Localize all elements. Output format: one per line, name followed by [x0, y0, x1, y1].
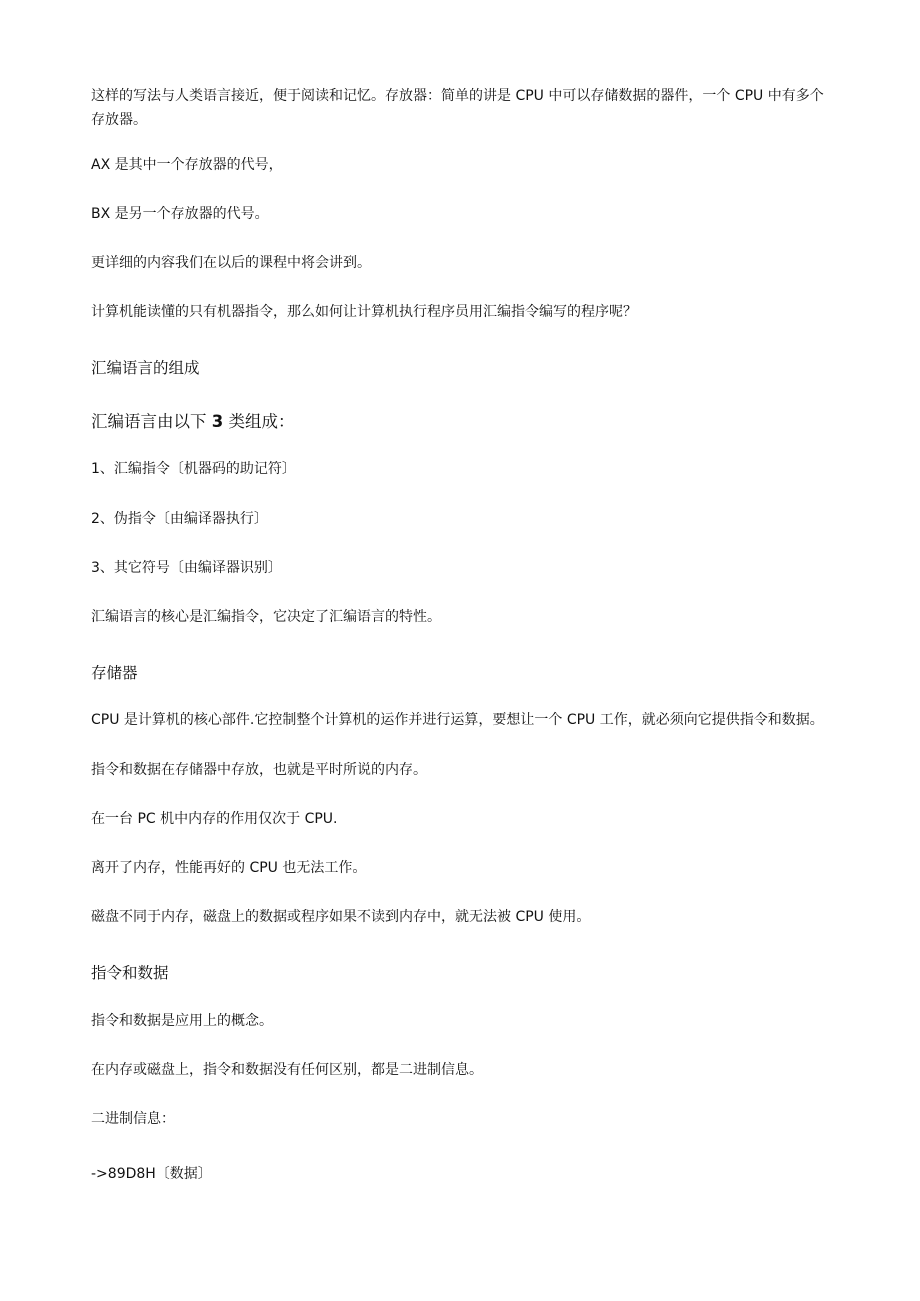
paragraph-core-instructions: 汇编语言的核心是汇编指令，它决定了汇编语言的特性。 [91, 609, 441, 625]
heading-instructions-and-data: 指令和数据 [91, 964, 169, 982]
paragraph-binary-info-label: 二进制信息： [91, 1111, 175, 1127]
paragraph-cpu-core: CPU 是计算机的核心部件.它控制整个计算机的运作并进行运算，要想让一个 CPU 工作，就必须向它提供指令和数据。 [91, 712, 824, 728]
list-item-assembly-instructions: 1、汇编指令〔机器码的助记符〕 [91, 461, 296, 477]
three-categories-number: 3 [211, 412, 224, 431]
paragraph-register-intro: 这样的写法与人类语言接近，便于阅读和记忆。存放器：简单的讲是 CPU 中可以存储数据的器件，一个 CPU 中有多个存放器。 [91, 88, 824, 128]
heading-assembly-composition: 汇编语言的组成 [91, 359, 200, 377]
heading-memory: 存储器 [91, 664, 138, 682]
paragraph-three-categories [91, 410, 294, 434]
paragraph-disk-vs-memory: 磁盘不同于内存，磁盘上的数据或程序如果不读到内存中，就无法被 CPU 使用。 [91, 909, 591, 925]
paragraph-bx-register: BX 是另一个存放器的代号。 [91, 206, 269, 222]
three-categories-prefix: 汇编语言由以下 [91, 412, 207, 431]
paragraph-binary-example: ->89D8H〔数据〕 [91, 1166, 212, 1182]
paragraph-ax-register: AX 是其中一个存放器的代号， [91, 157, 283, 173]
list-item-other-symbols: 3、其它符号〔由编译器识别〕 [91, 560, 282, 576]
paragraph-without-memory: 离开了内存，性能再好的 CPU 也无法工作。 [91, 860, 367, 876]
paragraph-binary-no-difference: 在内存或磁盘上，指令和数据没有任何区别，都是二进制信息。 [91, 1062, 483, 1078]
paragraph-memory-role: 在一台 PC 机中内存的作用仅次于 CPU. [91, 811, 338, 827]
paragraph-later-courses: 更详细的内容我们在以后的课程中将会讲到。 [91, 255, 371, 271]
three-categories-suffix: 类组成： [228, 412, 295, 431]
paragraph-machine-instructions: 计算机能读懂的只有机器指令，那么如何让计算机执行程序员用汇编指令编写的程序呢？ [91, 304, 637, 320]
paragraph-application-concept: 指令和数据是应用上的概念。 [91, 1013, 273, 1029]
list-item-pseudo-instructions: 2、伪指令〔由编译器执行〕 [91, 511, 268, 527]
paragraph-instructions-stored: 指令和数据在存储器中存放，也就是平时所说的内存。 [91, 762, 427, 778]
